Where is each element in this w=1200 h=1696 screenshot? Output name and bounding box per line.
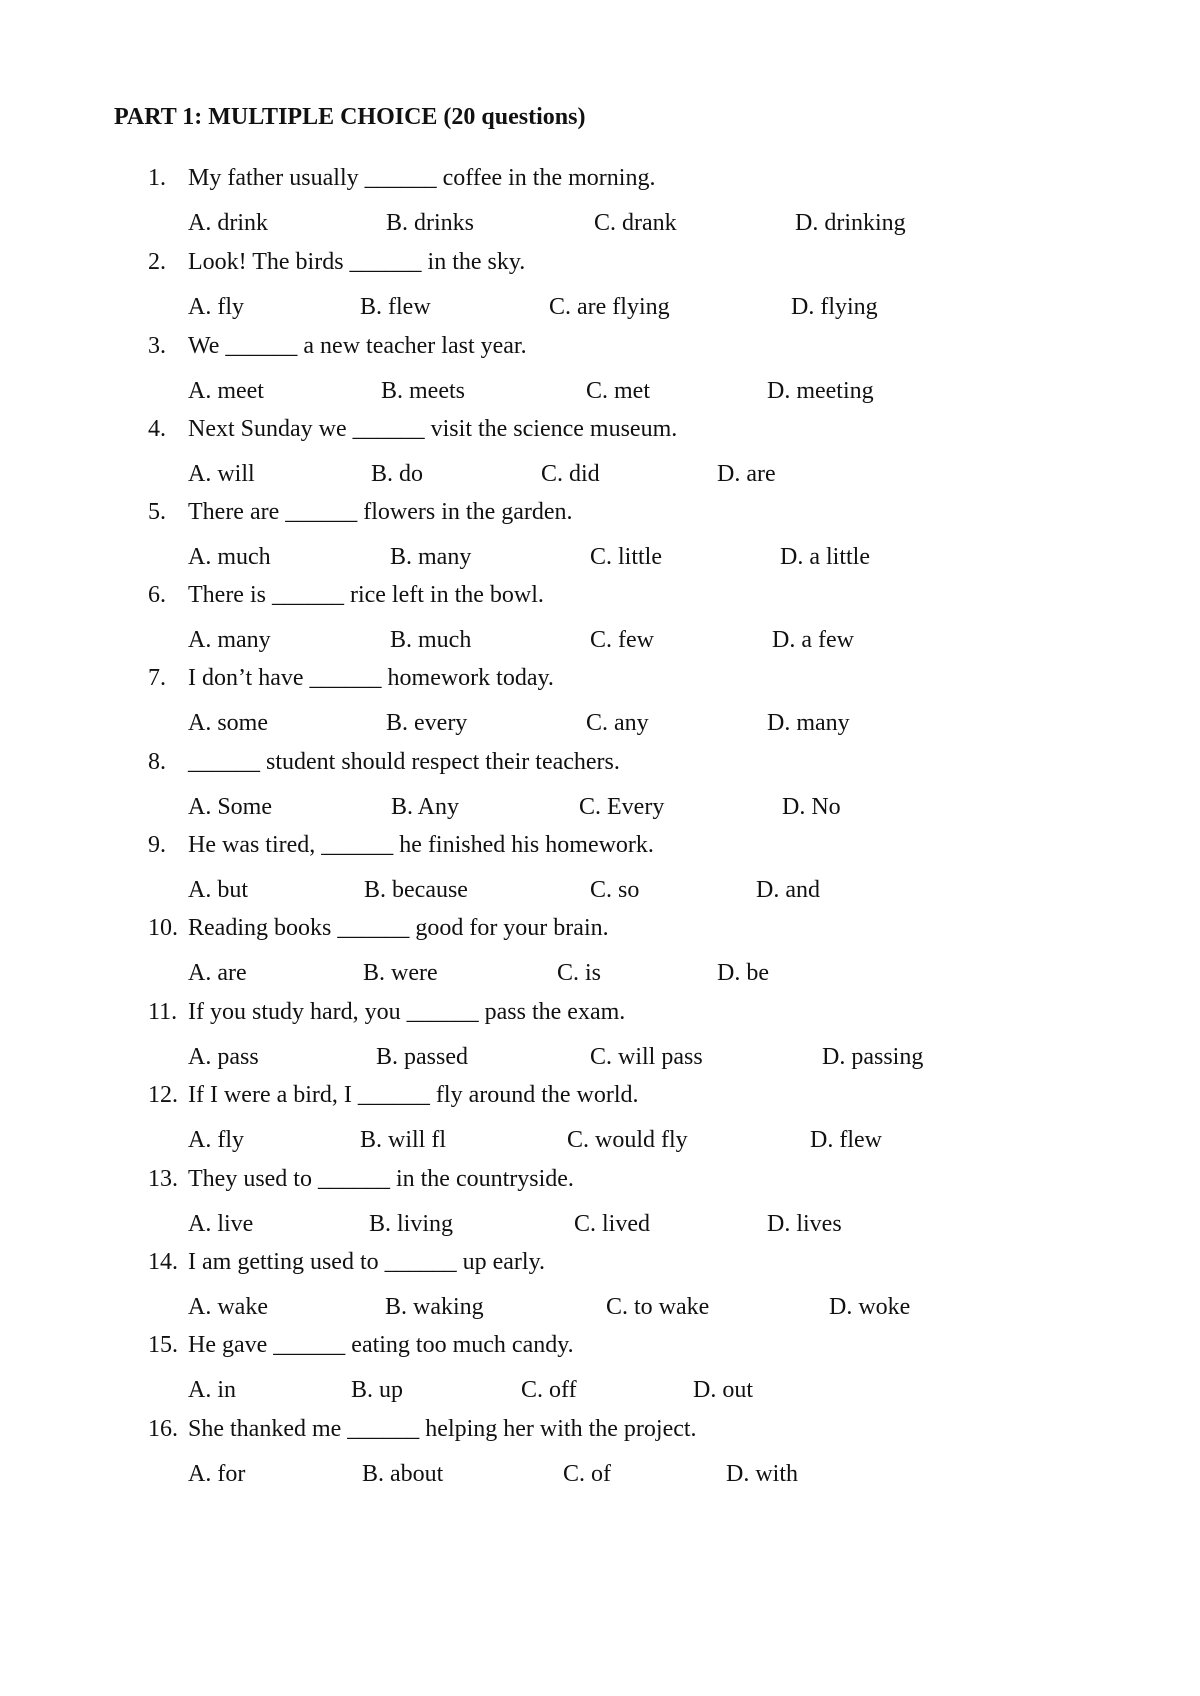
answer-option-d: D. meeting	[767, 378, 874, 404]
question-item	[0, 999, 1200, 1089]
question-number: 14.	[148, 1249, 178, 1275]
question-item	[0, 416, 1200, 506]
answer-option-d: D. many	[767, 710, 850, 736]
question-item	[0, 1249, 1200, 1339]
answer-option-b: B. up	[351, 1377, 404, 1403]
question-item	[0, 749, 1200, 839]
answer-option-d: D. lives	[767, 1211, 842, 1237]
answer-option-c: C. are flying	[549, 294, 670, 320]
answer-option-a: A. much	[188, 544, 271, 570]
question-item	[0, 1416, 1200, 1506]
answer-option-a: A. pass	[188, 1044, 259, 1070]
question-text: If you study hard, you ______ pass the exam.	[188, 999, 626, 1025]
answer-option-c: C. will pass	[590, 1044, 703, 1070]
answer-option-c: C. is	[557, 960, 602, 986]
question-item	[0, 832, 1200, 922]
answer-option-b: B. meets	[381, 378, 465, 404]
question-item	[0, 499, 1200, 589]
answer-option-b: B. much	[390, 627, 472, 653]
question-number: 15.	[148, 1332, 178, 1358]
answer-option-b: B. many	[390, 544, 472, 570]
question-text: She thanked me ______ helping her with the project.	[188, 1416, 697, 1442]
question-item	[0, 582, 1200, 672]
answer-option-a: A. for	[188, 1461, 246, 1487]
answer-option-d: D. No	[782, 794, 841, 820]
question-text: There are ______ flowers in the garden.	[188, 499, 573, 525]
answer-option-d: D. with	[726, 1461, 798, 1487]
question-item	[0, 165, 1200, 255]
answer-option-b: B. passed	[376, 1044, 468, 1070]
answer-option-c: C. drank	[594, 210, 677, 236]
answer-option-b: B. were	[363, 960, 438, 986]
answer-option-c: C. Every	[579, 794, 665, 820]
question-item	[0, 915, 1200, 1005]
answer-option-b: B. about	[362, 1461, 444, 1487]
answer-option-d: D. flew	[810, 1127, 882, 1153]
question-text: Reading books ______ good for your brain.	[188, 915, 609, 941]
answer-option-b: B. drinks	[386, 210, 475, 236]
answer-option-a: A. live	[188, 1211, 254, 1237]
answer-option-a: A. will	[188, 461, 255, 487]
question-number: 11.	[148, 999, 178, 1025]
answer-option-a: A. wake	[188, 1294, 268, 1320]
answer-option-b: B. living	[369, 1211, 454, 1237]
answer-option-a: A. but	[188, 877, 248, 903]
question-text: Look! The birds ______ in the sky.	[188, 249, 526, 275]
answer-option-c: C. so	[590, 877, 640, 903]
question-number: 10.	[148, 915, 178, 941]
answer-option-c: C. did	[541, 461, 600, 487]
question-text: There is ______ rice left in the bowl.	[188, 582, 544, 608]
question-number: 9.	[148, 832, 166, 858]
question-text: ______ student should respect their teachers.	[188, 749, 620, 775]
answer-option-b: B. Any	[391, 794, 460, 820]
answer-option-d: D. a little	[780, 544, 870, 570]
answer-option-a: A. fly	[188, 1127, 244, 1153]
answer-option-c: C. would fly	[567, 1127, 688, 1153]
question-number: 3.	[148, 333, 166, 359]
question-text: We ______ a new teacher last year.	[188, 333, 527, 359]
question-number: 6.	[148, 582, 166, 608]
question-item	[0, 1166, 1200, 1256]
answer-option-c: C. met	[586, 378, 650, 404]
question-number: 13.	[148, 1166, 178, 1192]
question-number: 8.	[148, 749, 166, 775]
question-text: If I were a bird, I ______ fly around the world.	[188, 1082, 639, 1108]
answer-option-a: A. drink	[188, 210, 268, 236]
question-text: He was tired, ______ he finished his homework.	[188, 832, 654, 858]
answer-option-c: C. of	[563, 1461, 611, 1487]
answer-option-a: A. are	[188, 960, 247, 986]
part-heading: PART 1: MULTIPLE CHOICE (20 questions)	[114, 104, 586, 130]
question-text: Next Sunday we ______ visit the science museum.	[188, 416, 678, 442]
answer-option-d: D. drinking	[795, 210, 906, 236]
question-number: 7.	[148, 665, 166, 691]
answer-option-a: A. fly	[188, 294, 244, 320]
answer-option-d: D. be	[717, 960, 769, 986]
answer-option-a: A. some	[188, 710, 268, 736]
question-text: He gave ______ eating too much candy.	[188, 1332, 574, 1358]
question-item	[0, 665, 1200, 755]
question-number: 5.	[148, 499, 166, 525]
question-text: I am getting used to ______ up early.	[188, 1249, 546, 1275]
answer-option-d: D. and	[756, 877, 820, 903]
answer-option-c: C. lived	[574, 1211, 650, 1237]
answer-option-d: D. are	[717, 461, 776, 487]
answer-option-d: D. woke	[829, 1294, 911, 1320]
question-number: 4.	[148, 416, 166, 442]
answer-option-d: D. out	[693, 1377, 753, 1403]
answer-option-b: B. do	[371, 461, 424, 487]
question-text: My father usually ______ coffee in the morning.	[188, 165, 656, 191]
question-number: 2.	[148, 249, 166, 275]
answer-option-c: C. any	[586, 710, 649, 736]
answer-option-d: D. passing	[822, 1044, 924, 1070]
answer-option-d: D. flying	[791, 294, 878, 320]
answer-option-c: C. off	[521, 1377, 577, 1403]
question-number: 12.	[148, 1082, 178, 1108]
question-item	[0, 249, 1200, 339]
question-text: I don’t have ______ homework today.	[188, 665, 554, 691]
question-item	[0, 333, 1200, 423]
question-number: 16.	[148, 1416, 178, 1442]
answer-option-a: A. Some	[188, 794, 272, 820]
question-text: They used to ______ in the countryside.	[188, 1166, 574, 1192]
answer-option-b: B. because	[364, 877, 468, 903]
question-item	[0, 1082, 1200, 1172]
answer-option-d: D. a few	[772, 627, 854, 653]
answer-option-c: C. to wake	[606, 1294, 710, 1320]
answer-option-b: B. every	[386, 710, 468, 736]
answer-option-c: C. little	[590, 544, 662, 570]
answer-option-a: A. many	[188, 627, 271, 653]
answer-option-b: B. waking	[385, 1294, 484, 1320]
answer-option-a: A. meet	[188, 378, 264, 404]
answer-option-c: C. few	[590, 627, 654, 653]
answer-option-b: B. flew	[360, 294, 431, 320]
question-number: 1.	[148, 165, 166, 191]
question-item	[0, 1332, 1200, 1422]
answer-option-b: B. will fl	[360, 1127, 447, 1153]
answer-option-a: A. in	[188, 1377, 236, 1403]
